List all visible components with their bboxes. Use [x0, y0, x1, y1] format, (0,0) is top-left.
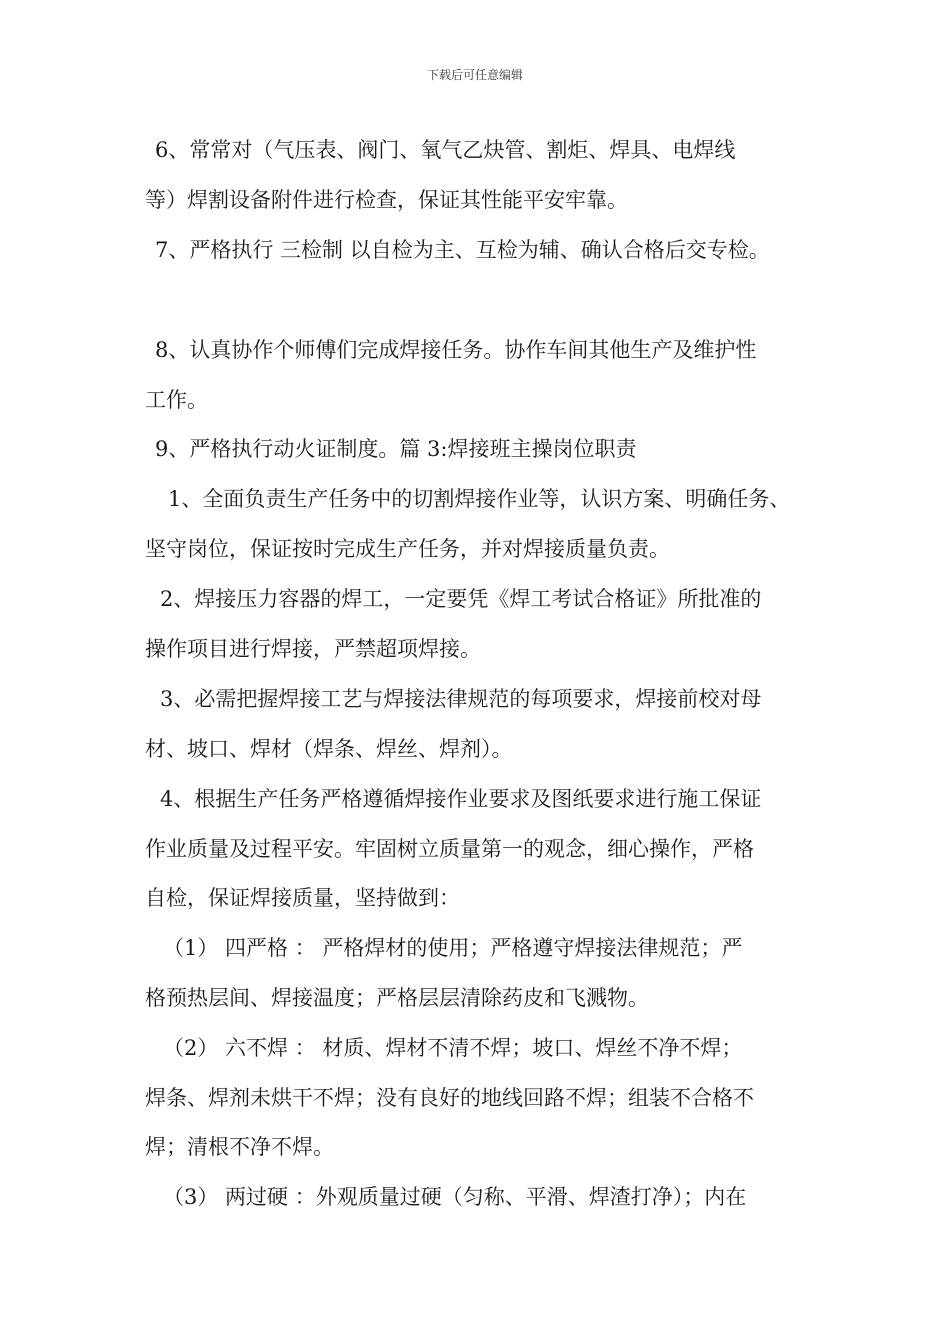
body-line: （2） 六不焊 ： 材质、焊材不清不焊；坡口、焊丝不净不焊；: [163, 1036, 743, 1060]
body-line: 格预热层间、焊接温度；严格层层清除药皮和飞溅物。: [145, 986, 649, 1010]
body-line: 作业质量及过程平安。牢固树立质量第一的观念，细心操作，严格: [145, 837, 754, 861]
body-line: 焊；清根不净不焊。: [145, 1135, 334, 1159]
body-line: 工作。: [145, 388, 208, 412]
body-line: 7、严格执行 三检制 以自检为主、互检为辅、确认合格后交专检。: [155, 238, 770, 262]
body-line: 3、必需把握焊接工艺与焊接法律规范的每项要求，焊接前校对母: [160, 687, 762, 711]
body-line: 9、严格执行动火证制度。篇 3:焊接班主操岗位职责: [155, 437, 637, 461]
body-line: 6、常常对（气压表、阀门、氧气乙炔管、割炬、焊具、电焊线: [155, 138, 736, 162]
body-line: 坚守岗位，保证按时完成生产任务，并对焊接质量负责。: [145, 537, 670, 561]
body-line: （3） 两过硬 ：外观质量过硬（匀称、平滑、焊渣打净）；内在: [163, 1185, 747, 1209]
body-line: （1） 四严格 ： 严格焊材的使用；严格遵守焊接法律规范；严: [163, 936, 743, 960]
page-header: 下载后可任意编辑: [426, 68, 523, 82]
body-line: 自检，保证焊接质量，坚持做到：: [145, 886, 460, 910]
body-line: 焊条、焊剂未烘干不焊；没有良好的地线回路不焊；组装不合格不: [145, 1086, 754, 1110]
body-line: 2、焊接压力容器的焊工，一定要凭《焊工考试合格证》所批准的: [160, 587, 762, 611]
body-line: 8、认真协作个师傅们完成焊接任务。协作车间其他生产及维护性: [155, 338, 757, 362]
body-line: 材、坡口、焊材（焊条、焊丝、焊剂）。: [145, 737, 513, 761]
body-line: 4、根据生产任务严格遵循焊接作业要求及图纸要求进行施工保证: [160, 787, 762, 811]
body-line: 等）焊割设备附件进行检查，保证其性能平安牢靠。: [145, 188, 628, 212]
body-line: 操作项目进行焊接，严禁超项焊接。: [145, 637, 481, 661]
body-line: 1、全面负责生产任务中的切割焊接作业等，认识方案、明确任务、: [168, 487, 791, 511]
